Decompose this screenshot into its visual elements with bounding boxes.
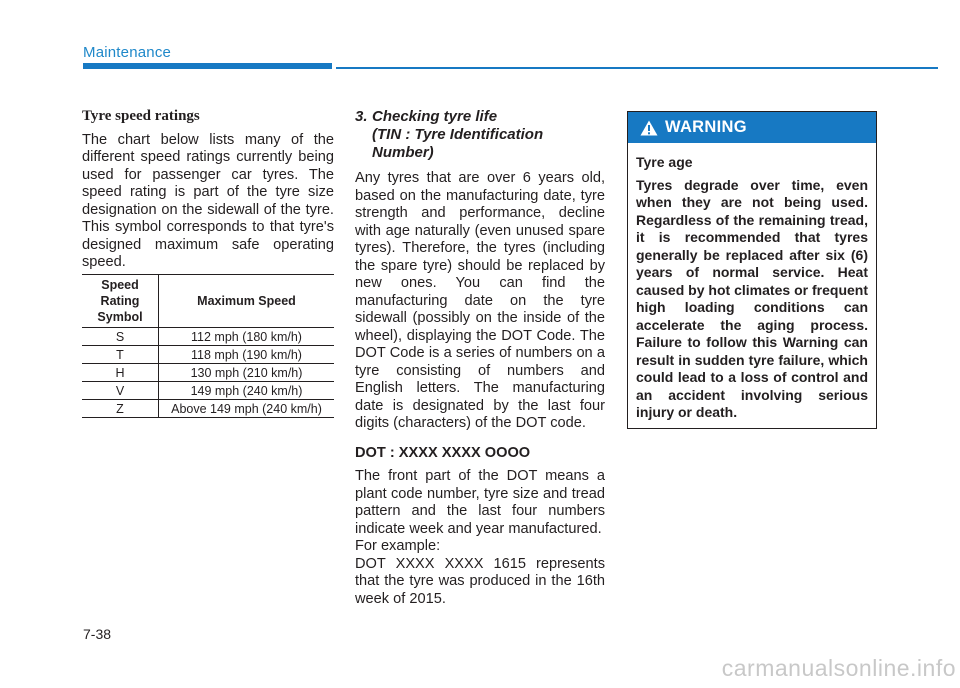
example-text: DOT XXXX XXXX 1615 represents that the tyre was produced in the 16th week of 2015. [355, 555, 605, 607]
table-row [82, 382, 334, 400]
warning-triangle-icon [640, 120, 658, 136]
tyre-speed-heading: Tyre speed ratings [82, 108, 200, 124]
dot-code-format: DOT : XXXX XXXX OOOO [355, 444, 531, 461]
table-row [82, 400, 334, 418]
column-middle [355, 108, 605, 608]
table-row [82, 328, 334, 346]
table-cell-speed: Above 149 mph (240 km/h) [159, 400, 335, 418]
table-cell-speed: 118 mph (190 km/h) [159, 346, 335, 364]
warning-subtitle: Tyre age [636, 154, 693, 170]
dot-explanation: The front part of the DOT means a plant code number, tyre size and tread pattern and the last four numbers indicate week and year manufactured. [355, 468, 605, 537]
header-bar-thick [83, 63, 332, 69]
tin-paragraph: Any tyres that are over 6 years old, based on the manufacturing date, tyre strength and performance, decline with age naturally (even unused spare tyres). Therefore, the tyres (including the spare tyre) should be replaced by new ones. You can find the manufacturing date on the tyre sidewall (possibly on the inside of the wheel), displaying the DOT Code. The DOT Code is a series of numbers on a tyre consisting of numbers and English letters. The manufacturing date is designated by the last four digits (characters) of the DOT code. [355, 170, 605, 431]
table-cell-speed: 149 mph (240 km/h) [159, 382, 335, 400]
table-header-symbol: Speed Rating Symbol [82, 275, 159, 328]
table-row [82, 364, 334, 382]
warning-label: WARNING [665, 118, 747, 136]
table-row [82, 346, 334, 364]
column-left [82, 108, 334, 272]
heading-line3: Number) [372, 144, 434, 161]
table-cell-symbol: H [82, 364, 159, 382]
table-header-row [82, 275, 334, 328]
heading-line1: Checking tyre life [372, 108, 498, 125]
warning-body [628, 143, 876, 422]
section-title: Maintenance [83, 44, 172, 61]
heading-number: 3. [355, 108, 368, 125]
table-cell-symbol: T [82, 346, 159, 364]
warning-text: Tyres degrade over time, even when they are not being used. Regardless of the remaining tread, it is recommended that tyres generally be replaced after six (6) years of normal service. Heat caused by hot climates or frequent high loading conditions can accelerate the aging process. Failure to follow this Warning can result in sudden tyre failure, which could lead to a loss of control and an accident involving serious injury or death. [636, 176, 868, 420]
table-cell-symbol: Z [82, 400, 159, 418]
header-bar-thin [336, 67, 938, 69]
table-header-max-speed: Maximum Speed [159, 275, 335, 328]
watermark: carmanualsonline.info [721, 655, 956, 681]
speed-rating-table [82, 274, 334, 418]
warning-header [628, 112, 876, 143]
table-cell-symbol: V [82, 382, 159, 400]
table-cell-symbol: S [82, 328, 159, 346]
tyre-speed-text: The chart below lists many of the different speed ratings currently being used for passenger car tyres. The speed rating is part of the tyre size designation on the sidewall of the tyre. This symbol corresponds to that tyre's designed maximum safe operating speed. [82, 131, 334, 270]
warning-box [627, 111, 877, 429]
table-cell-speed: 112 mph (180 km/h) [159, 328, 335, 346]
page-number: 7-38 [83, 626, 112, 642]
table-cell-speed: 130 mph (210 km/h) [159, 364, 335, 382]
example-label: For example: [355, 538, 441, 554]
heading-line2: (TIN : Tyre Identification [372, 126, 544, 143]
checking-tyre-life-heading [355, 108, 605, 162]
